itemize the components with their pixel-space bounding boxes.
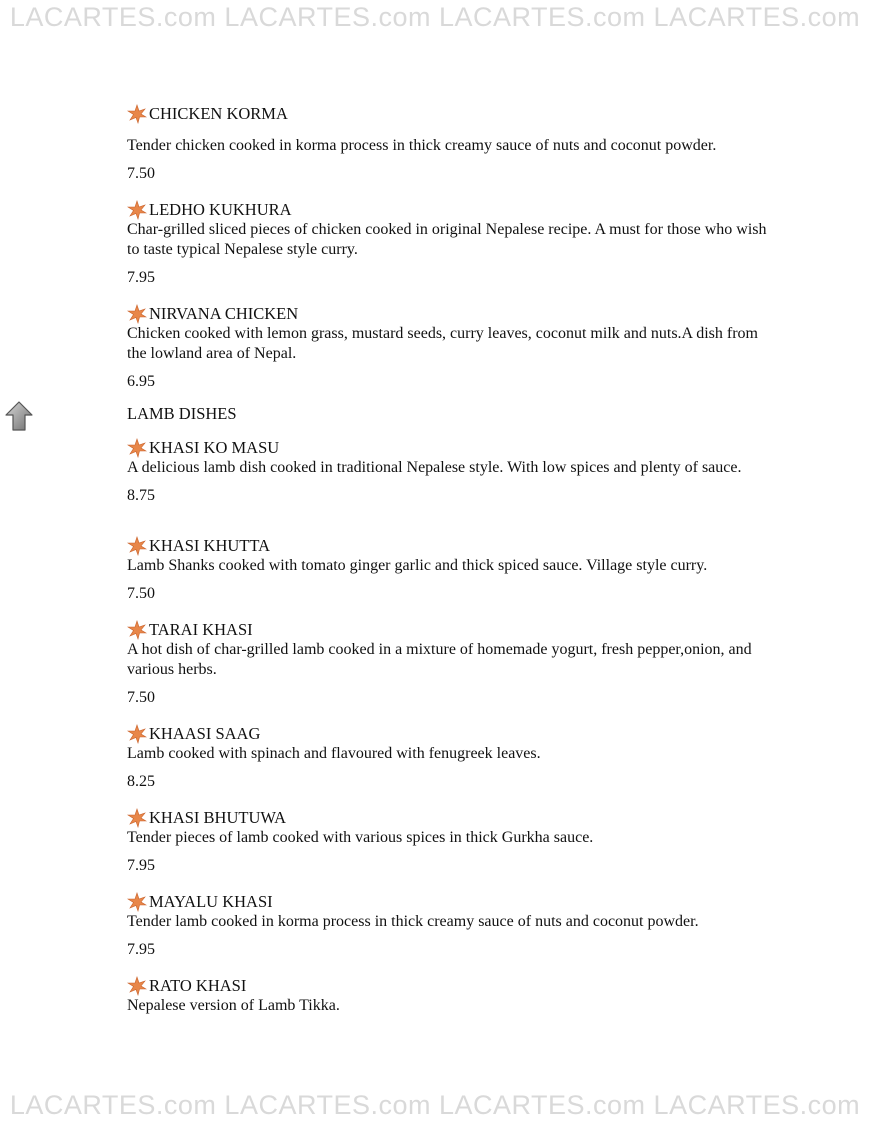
menu-item bbox=[127, 532, 767, 604]
menu-item bbox=[127, 434, 767, 506]
item-description: Char-grilled sliced pieces of chicken cooked in original Nepalese recipe. A must for those who wish to taste typical Nepalese style curry. bbox=[127, 221, 767, 258]
menu-item bbox=[127, 616, 767, 708]
menu-item bbox=[127, 888, 767, 960]
star-icon bbox=[127, 304, 147, 324]
star-icon bbox=[127, 892, 147, 912]
watermark-top: LACARTES.com LACARTES.com LACARTES.com LACARTES.com bbox=[9, 2, 861, 32]
item-name: LEDHO KUKHURA bbox=[149, 200, 292, 219]
menu-item bbox=[127, 196, 767, 288]
item-description: A delicious lamb dish cooked in traditional Nepalese style. With low spices and plenty of sauce. bbox=[127, 459, 742, 476]
item-name: CHICKEN KORMA bbox=[149, 104, 288, 123]
item-name: KHAASI SAAG bbox=[149, 724, 261, 743]
star-icon bbox=[127, 620, 147, 640]
item-price: 7.50 bbox=[127, 585, 155, 602]
item-name: KHASI BHUTUWA bbox=[149, 808, 287, 827]
item-price: 8.75 bbox=[127, 487, 155, 504]
item-description: Lamb cooked with spinach and flavoured with fenugreek leaves. bbox=[127, 745, 541, 762]
star-icon bbox=[127, 438, 147, 458]
star-icon bbox=[127, 724, 147, 744]
item-price: 7.50 bbox=[127, 165, 155, 182]
star-icon bbox=[127, 104, 147, 124]
menu-item bbox=[127, 100, 767, 184]
up-arrow-icon[interactable] bbox=[4, 400, 34, 434]
item-price: 8.25 bbox=[127, 773, 155, 790]
item-name: NIRVANA CHICKEN bbox=[149, 304, 299, 323]
item-description: Tender pieces of lamb cooked with various spices in thick Gurkha sauce. bbox=[127, 829, 594, 846]
item-price: 7.95 bbox=[127, 857, 155, 874]
item-name: TARAI KHASI bbox=[149, 620, 253, 639]
item-price: 7.95 bbox=[127, 941, 155, 958]
item-description: Nepalese version of Lamb Tikka. bbox=[127, 997, 340, 1014]
star-icon bbox=[127, 200, 147, 220]
item-description: Tender chicken cooked in korma process in thick creamy sauce of nuts and coconut powder. bbox=[127, 137, 717, 154]
section-heading-lamb: LAMB DISHES bbox=[127, 404, 237, 423]
item-price: 6.95 bbox=[127, 373, 155, 390]
item-name: KHASI KO MASU bbox=[149, 438, 280, 457]
item-description: Tender lamb cooked in korma process in thick creamy sauce of nuts and coconut powder. bbox=[127, 913, 699, 930]
menu-content bbox=[127, 100, 767, 1028]
item-price: 7.50 bbox=[127, 689, 155, 706]
menu-item bbox=[127, 804, 767, 876]
item-description: Chicken cooked with lemon grass, mustard seeds, curry leaves, coconut milk and nuts.A dish from the lowland area of Nepal. bbox=[127, 325, 758, 362]
star-icon bbox=[127, 976, 147, 996]
star-icon bbox=[127, 808, 147, 828]
item-description: Lamb Shanks cooked with tomato ginger garlic and thick spiced sauce. Village style curry. bbox=[127, 557, 708, 574]
watermark-bottom: LACARTES.com LACARTES.com LACARTES.com LACARTES.com bbox=[9, 1090, 861, 1120]
item-name: MAYALU KHASI bbox=[149, 892, 273, 911]
star-icon bbox=[127, 536, 147, 556]
menu-item bbox=[127, 300, 767, 392]
item-name: RATO KHASI bbox=[149, 976, 247, 995]
item-price: 7.95 bbox=[127, 269, 155, 286]
item-name: KHASI KHUTTA bbox=[149, 536, 271, 555]
menu-item bbox=[127, 720, 767, 792]
menu-item bbox=[127, 972, 767, 1016]
item-description: A hot dish of char-grilled lamb cooked in a mixture of homemade yogurt, fresh pepper,onion, and various herbs. bbox=[127, 641, 752, 678]
